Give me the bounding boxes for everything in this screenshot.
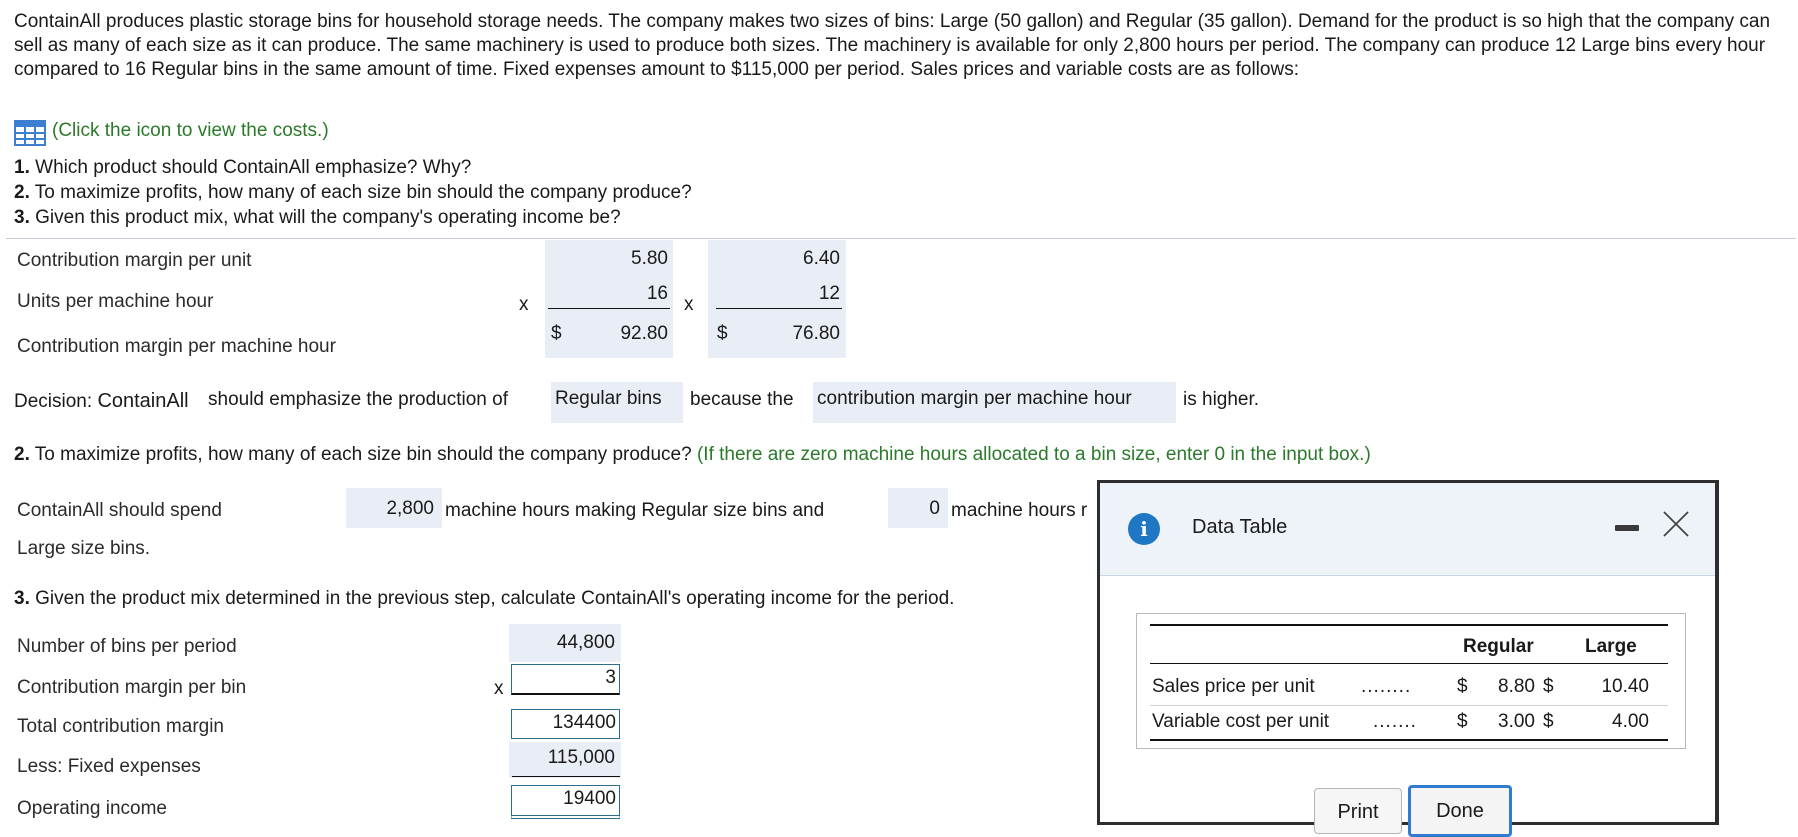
large-cm-value: 6.40: [803, 248, 840, 269]
data-table-modal: [1097, 480, 1719, 825]
question-item: 2. To maximize profits, how many of each size bin should the company produce?: [14, 182, 692, 203]
info-icon: i: [1128, 513, 1160, 545]
regular-cmh-value: 92.80: [620, 323, 668, 344]
part3-question: 3. Given the product mix determined in the previous step, calculate ContainAll's operating income for the period.: [14, 588, 955, 609]
regular-cm-value: 5.80: [631, 248, 668, 269]
header-rule: [1150, 663, 1668, 664]
times-sign: x: [519, 294, 529, 315]
decision-prefix: Decision: ContainAll: [14, 390, 189, 412]
underline: [512, 776, 620, 777]
modal-header: [1100, 483, 1715, 576]
times-sign: x: [684, 294, 694, 315]
units-per-hour-label: Units per machine hour: [17, 291, 214, 312]
spend-label: ContainAll should spend: [17, 500, 222, 521]
large-hours-text: machine hours r: [951, 500, 1088, 521]
table-top-rule: [1150, 624, 1668, 626]
cm-per-unit-label: Contribution margin per unit: [17, 250, 252, 271]
done-button[interactable]: Done: [1408, 785, 1512, 837]
dollar-sign: $: [551, 323, 562, 344]
large-cmh-value: 76.80: [792, 323, 840, 344]
part2-question: 2. To maximize profits, how many of each size bin should the company produce? (If there are zero machine hours allocated to a bin size, enter 0 in the input box.): [14, 444, 1371, 465]
col-header-regular: Regular: [1463, 636, 1534, 657]
minimize-icon[interactable]: [1615, 525, 1639, 531]
problem-intro: ContainAll produces plastic storage bins for household storage needs. The company makes two sizes of bins: Large (50 gallon) and Regular (35 gallon). Demand for the product is so high that the company can sell as many of each size as it can produce. The same machinery is used to produce both sizes. The machinery is available for only 2,800 hours per period. The company can produce 12 Large bins every hour compared to 16 Regular bins in the same amount of time. Fixed expenses amount to $115,000 per period. Sales prices and variable costs are as follows:: [14, 11, 1771, 80]
regular-hours-text: machine hours making Regular size bins and: [445, 500, 825, 521]
regular-hours-value: 2,800: [386, 498, 434, 519]
regular-units-value: 16: [646, 283, 668, 304]
total-cm-input[interactable]: 134400: [511, 709, 620, 739]
operating-income-input[interactable]: 19400: [511, 785, 620, 819]
decision-because-text: because the: [690, 389, 794, 410]
times-sign: x: [494, 678, 504, 699]
decision-product-dropdown[interactable]: Regular bins: [551, 382, 683, 423]
dollar-sign: $: [717, 323, 728, 344]
row-rule: [1150, 705, 1668, 706]
large-hours-value: 0: [929, 498, 940, 519]
modal-title: Data Table: [1192, 516, 1288, 538]
section-divider: [6, 238, 1796, 239]
decision-reason-dropdown[interactable]: contribution margin per machine hour: [813, 382, 1176, 423]
cost-data-table: Regular Large Sales price per unit ........ $ 8.80 $ 10.40 Variable cost per unit ....... $ 3.00 $ 4.00: [1136, 613, 1686, 749]
col-header-large: Large: [1585, 636, 1637, 657]
table-bottom-rule: [1150, 739, 1668, 741]
table-grid-icon[interactable]: [14, 120, 46, 146]
cm-per-hour-label: Contribution margin per machine hour: [17, 336, 336, 357]
bins-per-period-value: 44,800: [556, 632, 615, 653]
underline: [716, 308, 842, 309]
large-bins-text: Large size bins.: [17, 538, 151, 559]
decision-mid-text: should emphasize the production of: [208, 389, 508, 410]
underline: [548, 308, 670, 309]
operating-income-label: Operating income: [17, 798, 167, 819]
print-button[interactable]: Print: [1314, 788, 1402, 834]
decision-suffix: is higher.: [1183, 389, 1260, 410]
bins-per-period-label: Number of bins per period: [17, 636, 237, 657]
fixed-expenses-value: 115,000: [547, 747, 615, 768]
large-units-value: 12: [818, 283, 840, 304]
close-icon[interactable]: [1660, 508, 1692, 540]
cm-per-bin-label: Contribution margin per bin: [17, 677, 247, 698]
question-item: 1. Which product should ContainAll emphasize? Why?: [14, 157, 472, 178]
question-item: 3. Given this product mix, what will the company's operating income be?: [14, 207, 621, 228]
fixed-expenses-label: Less: Fixed expenses: [17, 756, 201, 777]
cm-per-bin-input[interactable]: 3: [511, 664, 620, 695]
question-list: [14, 155, 692, 230]
total-cm-label: Total contribution margin: [17, 716, 224, 737]
view-costs-link[interactable]: (Click the icon to view the costs.): [52, 120, 329, 141]
